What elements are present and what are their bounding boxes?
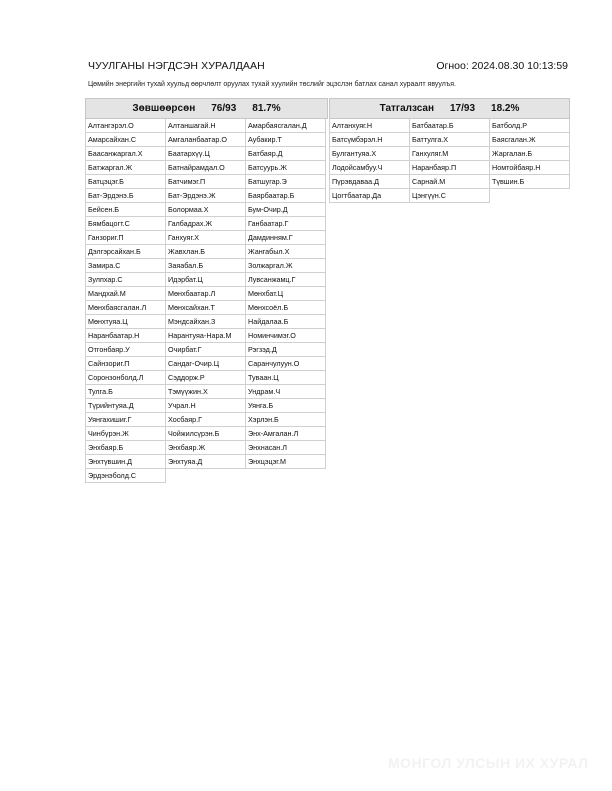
member-name-cell: Цэнгүүн.С bbox=[410, 189, 490, 203]
member-name-cell: Жаргалан.Б bbox=[490, 147, 570, 161]
member-name-cell: Мөнхсайхан.Т bbox=[166, 301, 246, 315]
session-title: ЧУУЛГАНЫ НЭГДСЭН ХУРАЛДААН bbox=[88, 60, 265, 72]
session-date: Огноо: 2024.08.30 10:13:59 bbox=[436, 60, 568, 72]
member-name-cell: Бямбацогт.С bbox=[86, 217, 166, 231]
member-name-cell: Сэддорж.Р bbox=[166, 371, 246, 385]
member-name-cell: Галбадрах.Ж bbox=[166, 217, 246, 231]
member-name-cell: Алтанхуяг.Н bbox=[330, 119, 410, 133]
rejected-panel bbox=[329, 98, 570, 203]
member-name-cell: Батцэцэг.Б bbox=[86, 175, 166, 189]
vote-description: Цөмийн энергийн тухай хуульд өөрчлөлт оруулах тухай хуулийн төслийг эцэслэн батлах санал хураалт явуулъя. bbox=[88, 81, 456, 88]
member-name-cell: Эрдэнэболд.С bbox=[86, 469, 166, 483]
member-name-cell: Найдалаа.Б bbox=[246, 315, 326, 329]
member-name-cell: Отгонбаяр.У bbox=[86, 343, 166, 357]
member-name-cell: Саранчулуун.О bbox=[246, 357, 326, 371]
member-name-cell: Батболд.Р bbox=[490, 119, 570, 133]
member-name-cell: Хэрлэн.Б bbox=[246, 413, 326, 427]
member-name-cell: Наранбаяр.П bbox=[410, 161, 490, 175]
rejected-label: Татгалзсан bbox=[379, 103, 434, 114]
member-name-cell: Баярбаатар.Б bbox=[246, 189, 326, 203]
member-name-cell: Соронзонболд.Л bbox=[86, 371, 166, 385]
member-name-cell: Мөнхтуяа.Ц bbox=[86, 315, 166, 329]
member-name-cell: Батбаяр.Д bbox=[246, 147, 326, 161]
member-name-cell: Батсүмбэрэл.Н bbox=[330, 133, 410, 147]
rejected-percent: 18.2% bbox=[491, 103, 520, 114]
approved-panel bbox=[85, 98, 328, 483]
document-header bbox=[88, 60, 568, 76]
member-name-cell: Мэндсайхан.З bbox=[166, 315, 246, 329]
member-name-cell: Учрал.Н bbox=[166, 399, 246, 413]
member-name-cell: Жавхлан.Б bbox=[166, 245, 246, 259]
approved-label: Зөвшөөрсөн bbox=[132, 103, 196, 114]
approved-header bbox=[85, 98, 328, 119]
approved-count: 76/93 bbox=[211, 103, 237, 114]
member-name-cell: Бат-Эрдэнэ.Ж bbox=[166, 189, 246, 203]
member-name-cell: Энхбаяр.Б bbox=[86, 441, 166, 455]
member-name-cell: Энх-Амгалан.Л bbox=[246, 427, 326, 441]
member-name-cell: Зулпхар.С bbox=[86, 273, 166, 287]
member-name-cell: Номтойбаяр.Н bbox=[490, 161, 570, 175]
member-name-cell: Замира.С bbox=[86, 259, 166, 273]
member-name-cell: Бейсен.Б bbox=[86, 203, 166, 217]
member-name-cell: Батсуурь.Ж bbox=[246, 161, 326, 175]
member-name-cell: Энхбаяр.Ж bbox=[166, 441, 246, 455]
rejected-header bbox=[329, 98, 570, 119]
member-name-cell: Амарсайхан.С bbox=[86, 133, 166, 147]
member-name-cell: Аубакир.Т bbox=[246, 133, 326, 147]
member-name-cell: Нарантуяа-Нара.М bbox=[166, 329, 246, 343]
member-name-cell: Ганхуяг.Х bbox=[166, 231, 246, 245]
member-name-cell: Баатархүү.Ц bbox=[166, 147, 246, 161]
member-name-cell: Амгаланбаатар.О bbox=[166, 133, 246, 147]
member-name-cell: Ундрам.Ч bbox=[246, 385, 326, 399]
approved-names-grid bbox=[85, 119, 328, 483]
member-name-cell: Батжаргал.Ж bbox=[86, 161, 166, 175]
member-name-cell: Туваан.Ц bbox=[246, 371, 326, 385]
member-name-cell: Мөнхбаатар.Л bbox=[166, 287, 246, 301]
member-name-cell: Тулга.Б bbox=[86, 385, 166, 399]
member-name-cell: Энхтуяа.Д bbox=[166, 455, 246, 469]
member-name-cell: Жангабыл.Х bbox=[246, 245, 326, 259]
member-name-cell: Номинчимэг.О bbox=[246, 329, 326, 343]
member-name-cell: Баясгалан.Ж bbox=[490, 133, 570, 147]
member-name-cell: Алтангэрэл.О bbox=[86, 119, 166, 133]
member-name-cell: Ганзориг.П bbox=[86, 231, 166, 245]
member-name-cell: Пүрэвдаваа.Д bbox=[330, 175, 410, 189]
member-name-cell: Батшугар.Э bbox=[246, 175, 326, 189]
member-name-cell: Батчимэг.П bbox=[166, 175, 246, 189]
member-name-cell: Батнайрамдал.О bbox=[166, 161, 246, 175]
member-name-cell: Энхцэцэг.М bbox=[246, 455, 326, 469]
member-name-cell: Чойжилсүрэн.Б bbox=[166, 427, 246, 441]
approved-percent: 81.7% bbox=[252, 103, 281, 114]
member-name-cell: Сандаг-Очир.Ц bbox=[166, 357, 246, 371]
member-name-cell: Түвшин.Б bbox=[490, 175, 570, 189]
member-name-cell: Түрийнтуяа.Д bbox=[86, 399, 166, 413]
member-name-cell: Заяабал.Б bbox=[166, 259, 246, 273]
member-name-cell: Мөнхсоёл.Б bbox=[246, 301, 326, 315]
member-name-cell: Лувсанжамц.Г bbox=[246, 273, 326, 287]
member-name-cell: Мөнхбат.Ц bbox=[246, 287, 326, 301]
watermark-text: МОНГОЛ УЛСЫН ИХ ХУРАЛ bbox=[388, 755, 589, 771]
member-name-cell: Бат-Эрдэнэ.Б bbox=[86, 189, 166, 203]
member-name-cell: Золжаргал.Ж bbox=[246, 259, 326, 273]
member-name-cell: Уянгахишиг.Г bbox=[86, 413, 166, 427]
member-name-cell: Энхнасан.Л bbox=[246, 441, 326, 455]
member-name-cell: Дамдинням.Г bbox=[246, 231, 326, 245]
member-name-cell: Идэрбат.Ц bbox=[166, 273, 246, 287]
rejected-names-grid bbox=[329, 119, 570, 203]
member-name-cell: Алтаншагай.Н bbox=[166, 119, 246, 133]
member-name-cell: Амарбаясгалан.Д bbox=[246, 119, 326, 133]
member-name-cell: Тэмүүжин.Х bbox=[166, 385, 246, 399]
member-name-cell: Ганбаатар.Г bbox=[246, 217, 326, 231]
member-name-cell: Батбаатар.Б bbox=[410, 119, 490, 133]
member-name-cell: Баасанжаргал.Х bbox=[86, 147, 166, 161]
member-name-cell: Сарнай.М bbox=[410, 175, 490, 189]
member-name-cell: Чинбүрэн.Ж bbox=[86, 427, 166, 441]
member-name-cell: Дэлгэрсайхан.Б bbox=[86, 245, 166, 259]
member-name-cell: Лодойсамбуу.Ч bbox=[330, 161, 410, 175]
member-name-cell: Бум-Очир.Д bbox=[246, 203, 326, 217]
member-name-cell: Очирбат.Г bbox=[166, 343, 246, 357]
member-name-cell: Хосбаяр.Г bbox=[166, 413, 246, 427]
member-name-cell: Ганхуляг.М bbox=[410, 147, 490, 161]
member-name-cell: Баттулга.Х bbox=[410, 133, 490, 147]
rejected-count: 17/93 bbox=[450, 103, 476, 114]
member-name-cell: Цогтбаатар.Да bbox=[330, 189, 410, 203]
member-name-cell: Мандхай.М bbox=[86, 287, 166, 301]
member-name-cell: Мөнхбаясгалан.Л bbox=[86, 301, 166, 315]
member-name-cell: Рэгзэд.Д bbox=[246, 343, 326, 357]
member-name-cell: Энхтүвшин.Д bbox=[86, 455, 166, 469]
member-name-cell: Сайнзориг.П bbox=[86, 357, 166, 371]
member-name-cell: Болормаа.Х bbox=[166, 203, 246, 217]
member-name-cell: Наранбаатар.Н bbox=[86, 329, 166, 343]
member-name-cell: Булгантуяа.Х bbox=[330, 147, 410, 161]
member-name-cell: Уянга.Б bbox=[246, 399, 326, 413]
